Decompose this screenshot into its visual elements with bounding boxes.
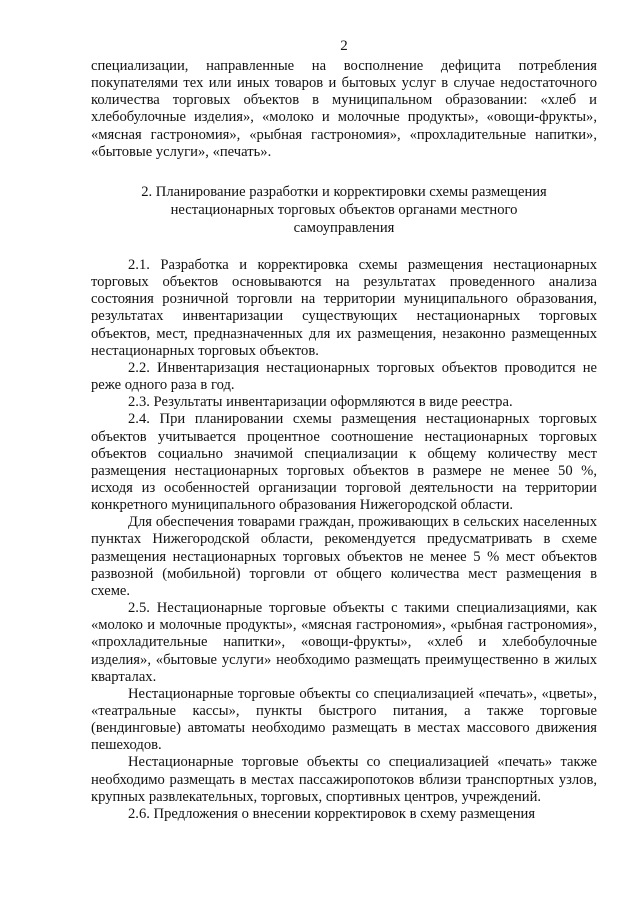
paragraph-2-1: 2.1. Разработка и корректировка схемы размещения нестационарных торговых объектов основываются на результатах проведенного анализа состояния розничной торговли на территории муниципального образования, результатах инвентаризации существующих нестационарных торговых объектов, мест, предназначенных для их размещения, незаконно размещенных нестационарных торговых объектов. xyxy=(91,256,597,359)
paragraph-2-4: 2.4. При планировании схемы размещения нестационарных торговых объектов учитывается процентное соотношение нестационарных торговых объектов социально значимой специализации к общему количеству мест размещения нестационарных торговых объектов в размере не менее 50 %, исходя из особенностей организации торговой деятельности на территории конкретного муниципального образования Нижегородской области. xyxy=(91,411,597,514)
paragraph-2-5: 2.5. Нестационарные торговые объекты с такими специализациями, как «молоко и молочные продукты», «мясная гастрономия», «рыбная гастрономия», «прохладительные напитки», «овощи-фрукты», «хлеб и хлебобулочные изделия», «бытовые услуги» необходимо размещать преимущественно в жилых кварталах. xyxy=(91,600,597,685)
intro-paragraph: специализации, направленные на восполнение дефицита потребления покупателями тех или иных товаров и бытовых услуг в случае недостаточного количества торговых объектов в муниципальном образовании: «хлеб и хлебобулочные изделия», «молоко и молочные продукты», «овощи-фрукты», «мясная гастрономия», «рыбная гастрономия», «прохладительные напитки», «бытовые услуги», «печать». xyxy=(91,58,597,160)
section-heading xyxy=(91,183,597,237)
section-heading-line-3: самоуправления xyxy=(293,219,395,236)
document-page xyxy=(91,38,597,823)
paragraph-2-3: 2.3. Результаты инвентаризации оформляются в виде реестра. xyxy=(128,394,513,411)
section-heading-line-2: нестационарных торговых объектов органами местного xyxy=(170,201,518,218)
page-number: 2 xyxy=(340,38,348,54)
paragraph-press-flowers: Нестационарные торговые объекты со специализацией «печать», «цветы», «театральные кассы», пункты быстрого питания, а также торговые (вендинговые) автоматы необходимо размещать в местах массового движения пешеходов. xyxy=(91,685,597,754)
section-heading-line-1: 2. Планирование разработки и корректировки схемы размещения xyxy=(141,183,547,200)
paragraph-2-6: 2.6. Предложения о внесении корректировок в схему размещения xyxy=(128,805,536,822)
paragraph-press-transport: Нестационарные торговые объекты со специализацией «печать» также необходимо размещать в местах пассажиропотоков вблизи транспортных узлов, крупных развлекательных, торговых, спортивных центров, учреждений. xyxy=(91,754,597,805)
paragraph-rural: Для обеспечения товарами граждан, проживающих в сельских населенных пунктах Нижегородской области, рекомендуется предусматривать в схеме размещения нестационарных торговых объектов не менее 5 % мест объектов развозной (мобильной) торговли от общего количества мест размещения в схеме. xyxy=(91,514,597,599)
paragraph-2-2: 2.2. Инвентаризация нестационарных торговых объектов проводится не реже одного раза в год. xyxy=(91,359,597,394)
